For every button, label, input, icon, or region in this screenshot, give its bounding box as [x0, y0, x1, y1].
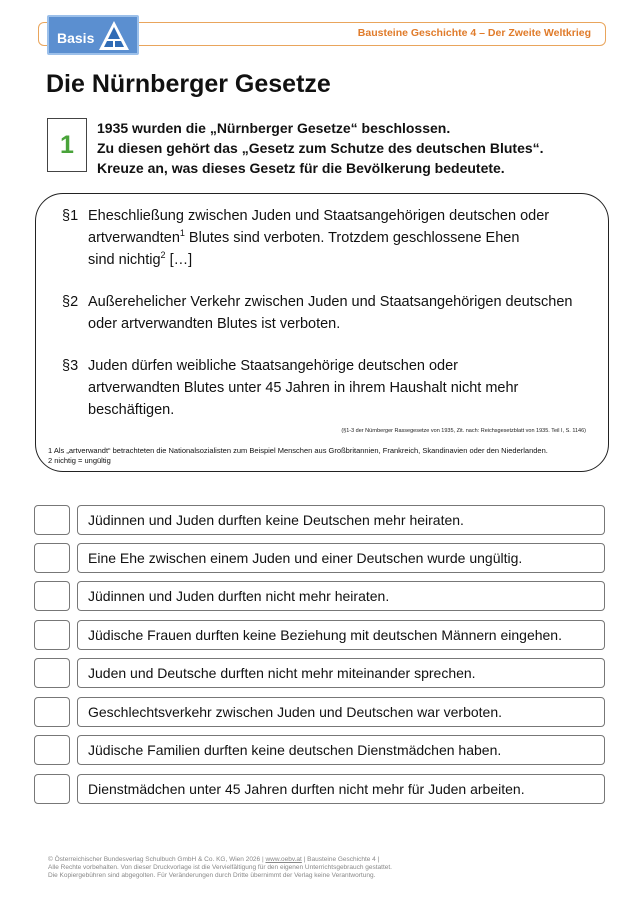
task-line-1: 1935 wurden die „Nürnberger Gesetze“ beschlossen. [97, 120, 451, 136]
paragraph-3 [62, 355, 518, 421]
option-text-1: Jüdinnen und Juden durften keine Deutschen mehr heiraten. [77, 505, 605, 535]
option-text-7: Jüdische Familien durften keine deutschen Dienstmädchen haben. [77, 735, 605, 765]
option-checkbox-8[interactable] [34, 774, 70, 804]
footnote-1: 1 Als „artverwandt“ betrachteten die Nationalsozialisten zum Beispiel Menschen aus Großbritannien, Frankreich, Skandinavien oder den Niederlanden. [48, 446, 548, 455]
option-text-2: Eine Ehe zwischen einem Juden und einer Deutschen wurde ungültig. [77, 543, 605, 573]
paragraph-number: §2 [62, 294, 79, 310]
paragraph-2 [62, 291, 572, 335]
task-number: 1 [47, 118, 87, 172]
logo-text: Basis [57, 30, 95, 46]
option-checkbox-1[interactable] [34, 505, 70, 535]
footer-text: Alle Rechte vorbehalten. Von dieser Druckvorlage ist die Vervielfältigung für den eigenen Unterrichtsgebrauch gestattet. [48, 864, 392, 871]
source-citation: (§1-3 der Nürnberger Rassegesetze von 1935, Zit. nach: Reichsgesetzblatt von 1935. Teil I, S. 1146) [341, 428, 586, 434]
footer-text: © Österreichischer Bundesverlag Schulbuch GmbH & Co. KG, Wien 2026 | [48, 856, 266, 863]
footer-text: Die Kopiergebühren sind abgegolten. Für Veränderungen durch Dritte übernimmt der Verlag keine Verantwortung. [48, 872, 376, 879]
option-text-5: Juden und Deutsche durften nicht mehr miteinander sprechen. [77, 658, 605, 688]
footnotes [48, 446, 548, 466]
paragraph-1 [62, 205, 549, 271]
option-checkbox-7[interactable] [34, 735, 70, 765]
pyramid-icon [97, 19, 131, 53]
task-line-3: Kreuze an, was dieses Gesetz für die Bevölkerung bedeutete. [97, 160, 505, 176]
paragraph-line: […] [165, 252, 193, 268]
paragraph-line: sind nichtig [88, 252, 161, 268]
paragraph-line: Außerehelicher Verkehr zwischen Juden und Staatsangehörigen deutschen [88, 294, 573, 310]
option-text-8: Dienstmädchen unter 45 Jahren durften nicht mehr für Juden arbeiten. [77, 774, 605, 804]
option-text-6: Geschlechtsverkehr zwischen Juden und Deutschen war verboten. [77, 697, 605, 727]
option-checkbox-2[interactable] [34, 543, 70, 573]
paragraph-line: artverwandten Blutes unter 45 Jahren in ihrem Haushalt nicht mehr [88, 380, 519, 396]
paragraph-number: §1 [62, 208, 79, 224]
footnote-ref-1: 1 [179, 228, 185, 239]
option-text-4: Jüdische Frauen durften keine Beziehung mit deutschen Männern eingehen. [77, 620, 605, 650]
basis-logo [47, 15, 139, 55]
paragraph-number: §3 [62, 358, 79, 374]
paragraph-line: Juden dürfen weibliche Staatsangehörige deutschen oder [88, 358, 459, 374]
option-checkbox-6[interactable] [34, 697, 70, 727]
paragraph-line: beschäftigen. [88, 402, 175, 418]
footnote-ref-2: 2 [160, 250, 166, 261]
option-checkbox-5[interactable] [34, 658, 70, 688]
task-instructions [97, 118, 544, 178]
option-checkbox-3[interactable] [34, 581, 70, 611]
series-title: Bausteine Geschichte 4 – Der Zweite Weltkrieg [357, 27, 591, 39]
page-title: Die Nürnberger Gesetze [46, 70, 331, 98]
publisher-link[interactable]: www.oebv.at [265, 856, 302, 863]
paragraph-line: oder artverwandten Blutes ist verboten. [88, 316, 341, 332]
copyright-footer [48, 856, 392, 880]
paragraph-line: Blutes sind verboten. Trotzdem geschlossene Ehen [184, 230, 520, 246]
footer-text: | Bausteine Geschichte 4 | [301, 856, 380, 863]
paragraph-line: Eheschließung zwischen Juden und Staatsangehörigen deutschen oder [88, 208, 550, 224]
option-text-3: Jüdinnen und Juden durften nicht mehr heiraten. [77, 581, 605, 611]
footnote-2: 2 nichtig = ungültig [48, 456, 111, 465]
task-line-2: Zu diesen gehört das „Gesetz zum Schutze des deutschen Blutes“. [97, 140, 544, 156]
option-checkbox-4[interactable] [34, 620, 70, 650]
paragraph-line: artverwandten [88, 230, 180, 246]
